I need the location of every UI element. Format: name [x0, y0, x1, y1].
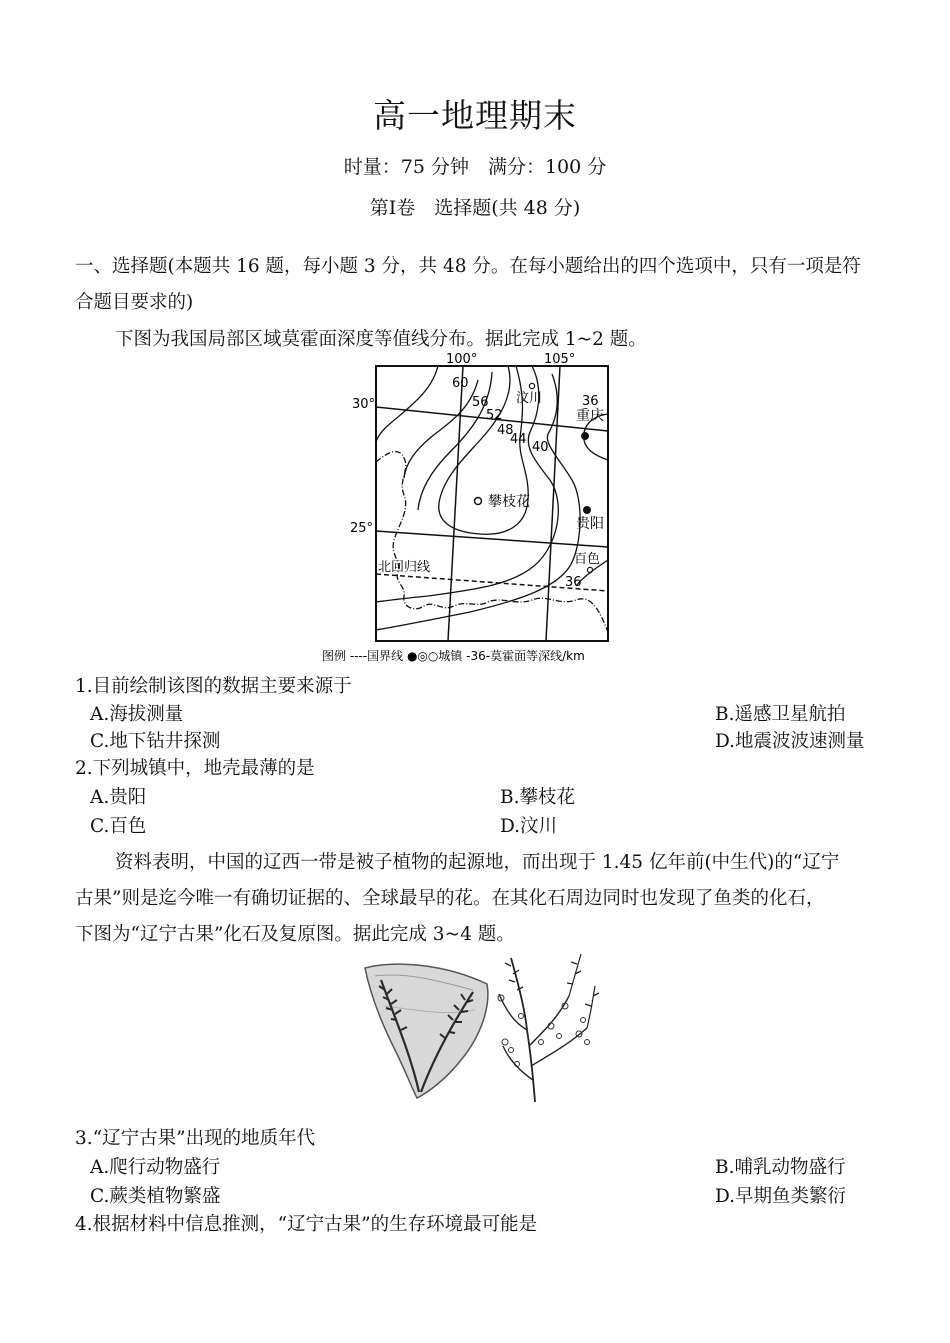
national-border: [376, 452, 608, 632]
city-label: 贵阳: [576, 516, 604, 532]
q2-option-c[interactable]: C.百色: [90, 816, 147, 837]
contour-label: 52: [486, 408, 503, 423]
city-marker: [583, 506, 591, 514]
contour-label: 56: [472, 395, 489, 410]
q1-stem: 1.目前绘制该图的数据主要来源于: [75, 676, 352, 697]
moho-depth-map: [320, 350, 640, 668]
contour-56: [404, 380, 478, 478]
city-label: 百色: [574, 552, 601, 567]
passage2-line2: 古果”则是迄今唯一有确切证据的、全球最早的花。在其化石周边同时也发现了鱼类的化石，: [75, 888, 825, 909]
q3-option-d[interactable]: D.早期鱼类繁衍: [715, 1186, 847, 1207]
contour-label: 36: [565, 575, 582, 590]
q4-stem: 4.根据材料中信息推测，“辽宁古果”的生存环境最可能是: [75, 1214, 538, 1235]
passage1-text: 下图为我国局部区域莫霍面深度等值线分布。据此完成 1~2 题。: [115, 329, 647, 350]
contour-label: 40: [532, 440, 549, 455]
tropic-label: 北回归线: [378, 560, 431, 575]
q1-option-b[interactable]: B.遥感卫星航拍: [715, 704, 846, 725]
city-marker: [475, 498, 482, 505]
page-title: 高一地理期末: [373, 96, 577, 135]
contour-label: 44: [510, 432, 527, 447]
section-heading-line2: 合题目要求的): [75, 292, 194, 313]
lon-label: 100°: [446, 352, 478, 367]
exam-time-info: 时量：75 分钟 满分：100 分: [343, 156, 607, 178]
q2-stem: 2.下列城镇中，地壳最薄的是: [75, 758, 315, 779]
city-marker: [529, 383, 534, 388]
q3-option-c[interactable]: C.蕨类植物繁盛: [90, 1186, 221, 1207]
map-legend: 图例 ----国界线 ●◎○城镇 -36-莫霍面等深线/km: [322, 649, 585, 663]
contour-label: 36: [582, 394, 599, 409]
meridian-100: [448, 366, 463, 641]
section-heading-line1: 一、选择题(本题共 16 题，每小题 3 分，共 48 分。在每小题给出的四个选项中，只有一项是符: [75, 256, 861, 277]
q1-option-a[interactable]: A.海拔测量: [90, 704, 184, 725]
contour-52: [418, 372, 492, 510]
city-label: 重庆: [576, 408, 604, 424]
q3-stem: 3.“辽宁古果”出现的地质年代: [75, 1128, 316, 1149]
lon-label: 105°: [544, 352, 576, 367]
q2-option-b[interactable]: B.攀枝花: [500, 787, 575, 808]
city-marker: [581, 432, 589, 440]
city-label: 汶川: [516, 391, 543, 406]
passage2-line3: 下图为“辽宁古果”化石及复原图。据此完成 3~4 题。: [75, 924, 515, 945]
lat-label: 30°: [352, 397, 376, 412]
contour-40: [376, 374, 580, 630]
q3-option-b[interactable]: B.哺乳动物盛行: [715, 1157, 846, 1178]
part-title: 第Ⅰ卷 选择题(共 48 分): [369, 197, 581, 219]
city-label: 攀枝花: [488, 494, 530, 510]
liaoning-fossil-figure: [355, 946, 605, 1106]
city-marker: [587, 567, 592, 572]
lat-label: 25°: [350, 521, 374, 536]
q1-option-d[interactable]: D.地震波波速测量: [715, 731, 865, 752]
plant-stem: [511, 958, 535, 1102]
contour-label: 60: [452, 376, 469, 391]
q1-option-c[interactable]: C.地下钻井探测: [90, 731, 221, 752]
passage2-line1: 资料表明，中国的辽西一带是被子植物的起源地，而出现于 1.45 亿年前(中生代)的“辽宁: [115, 852, 840, 873]
q2-option-a[interactable]: A.贵阳: [90, 787, 147, 808]
q3-option-a[interactable]: A.爬行动物盛行: [90, 1157, 221, 1178]
contour-label: 48: [497, 423, 514, 438]
q2-option-d[interactable]: D.汶川: [500, 816, 558, 837]
contour-60: [376, 366, 438, 442]
